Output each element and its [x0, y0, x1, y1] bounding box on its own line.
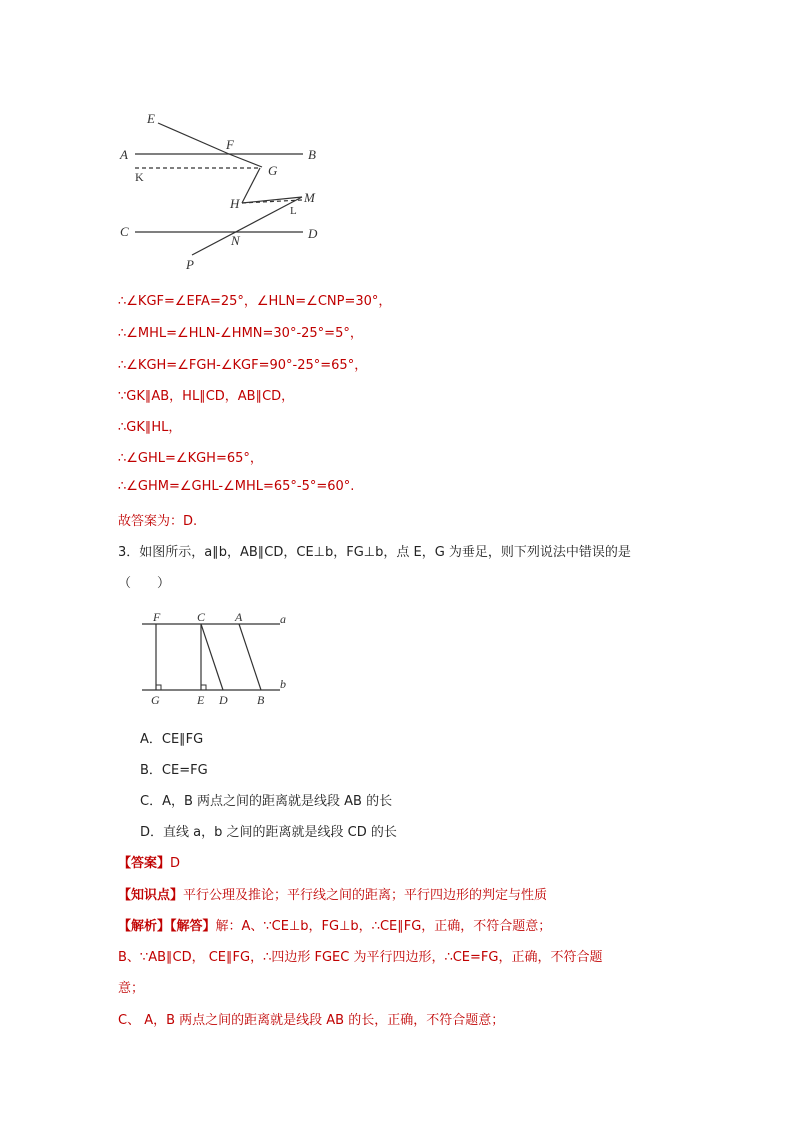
solution-line: ∴∠MHL=∠HLN-∠HMN=30°-25°=5°， [118, 326, 363, 341]
question-stem-bracket: （ ） [118, 576, 171, 591]
line-fg [229, 154, 262, 167]
right-angle-mark-g [156, 685, 161, 690]
label-c: C [197, 610, 206, 624]
option-c: C．A，B 两点之间的距离就是线段 AB 的长 [140, 794, 393, 809]
solution-line: ∴∠KGF=∠EFA=25°，∠HLN=∠CNP=30°， [118, 294, 392, 309]
figure-parallel-quadrilateral [135, 608, 300, 708]
knowledge-text: 平行公理及推论；平行线之间的距离；平行四边形的判定与性质 [183, 888, 548, 903]
option-d: D．直线 a，b 之间的距离就是线段 CD 的长 [140, 825, 397, 840]
line-ab [239, 624, 261, 690]
label-g: G [268, 163, 278, 178]
label-e: E [197, 693, 205, 707]
label-e: E [147, 111, 155, 126]
label-d: D [219, 693, 228, 707]
label-h: H [230, 196, 240, 211]
label-a: A [120, 147, 128, 162]
label-l: L [290, 205, 297, 217]
line-ef [158, 123, 229, 154]
label-c: C [120, 224, 129, 239]
solution-line: ∴∠KGH=∠FGH-∠KGF=90°-25°=65°， [118, 358, 368, 373]
label-k: K [135, 170, 144, 184]
label-n: N [231, 233, 240, 248]
line-gh [242, 168, 260, 203]
knowledge-row [118, 884, 547, 903]
answer-label: 【答案】 [118, 856, 171, 871]
line-mp [192, 197, 302, 255]
label-a: A [235, 610, 243, 624]
analysis-line: C、 A，B 两点之间的距离就是线段 AB 的长，正确，不符合题意； [118, 1013, 505, 1028]
option-b: B．CE=FG [140, 763, 208, 778]
answer-row [118, 852, 180, 871]
label-f: F [153, 610, 161, 624]
label-line-b: b [280, 677, 286, 691]
analysis-row [118, 915, 551, 934]
label-g: G [151, 693, 160, 707]
figure-parallel-lines-angles [110, 105, 350, 275]
solution-line: ∴∠GHM=∠GHL-∠MHL=65°-5°=60°. [118, 479, 355, 494]
knowledge-label: 【知识点】 [118, 888, 184, 903]
solution-line: ∴∠GHL=∠KGH=65°， [118, 451, 263, 466]
analysis-line: B、∵AB∥CD， CE∥FG，∴四边形 FGEC 为平行四边形，∴CE=FG，正确，不符合题 [118, 950, 603, 965]
question-stem: 3．如图所示，a∥b，AB∥CD，CE⊥b，FG⊥b，点 E，G 为垂足，则下列说法中错误的是 [118, 545, 631, 560]
solution-line: ∵GK∥AB，HL∥CD，AB∥CD， [118, 389, 295, 404]
line-cd [201, 624, 223, 690]
label-p: P [186, 257, 194, 272]
answer-value: D [170, 856, 181, 871]
previous-answer: 故答案为：D. [118, 514, 198, 529]
analysis-label: 【解析】【解答】 [118, 919, 216, 934]
analysis-text: 解：A、∵CE⊥b，FG⊥b，∴CE∥FG，正确，不符合题意； [215, 919, 552, 934]
label-line-a: a [280, 612, 286, 626]
analysis-line: 意； [118, 981, 145, 996]
option-a: A．CE∥FG [140, 732, 204, 747]
label-b: B [257, 693, 265, 707]
label-b: B [308, 147, 316, 162]
right-angle-mark-e [201, 685, 206, 690]
label-f: F [226, 137, 234, 152]
solution-line: ∴GK∥HL， [118, 420, 182, 435]
label-d: D [308, 226, 318, 241]
label-m: M [304, 190, 315, 205]
